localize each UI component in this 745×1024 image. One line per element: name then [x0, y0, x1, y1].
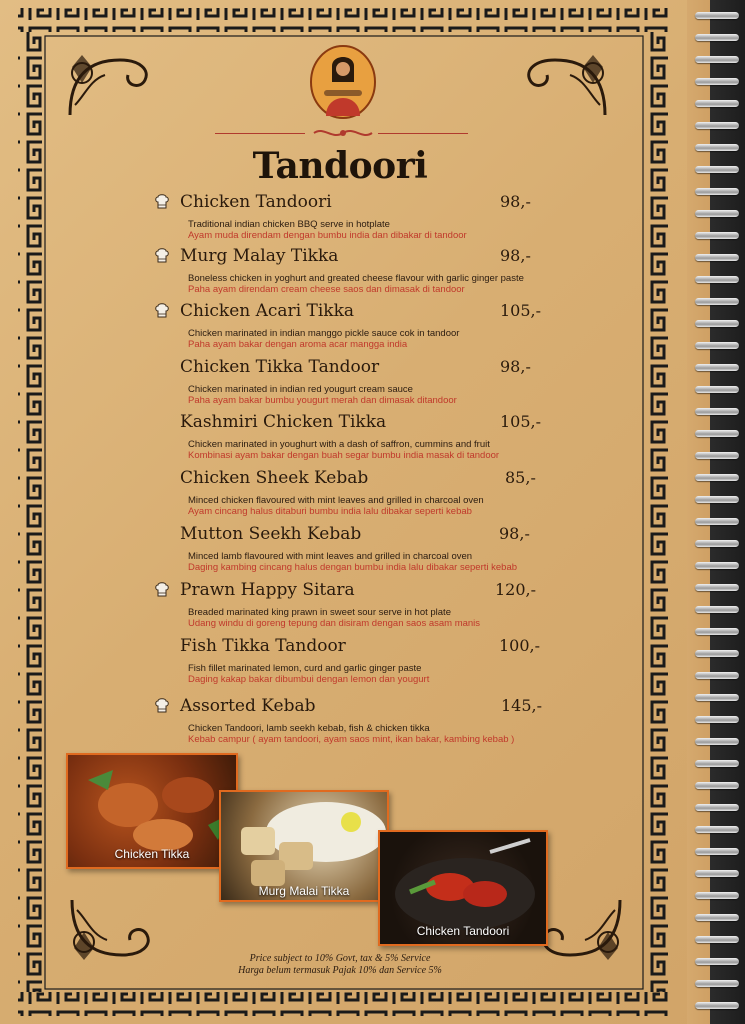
menu-item-description: Minced lamb flavoured with mint leaves and grilled in charcoal oven	[188, 551, 473, 562]
menu-item-description-indonesian: Ayam muda direndam dengan bumbu india dan dibakar di tandoor	[188, 230, 467, 241]
menu-item-name: Chicken Sheek Kebab	[180, 468, 369, 488]
photo-chicken-tandoori	[378, 830, 548, 946]
menu-item-name: Chicken Tandoori	[180, 192, 332, 212]
spiral-ring	[695, 430, 739, 437]
spiral-ring	[695, 936, 739, 943]
chef-hat-icon	[155, 303, 169, 319]
menu-item-price: 120,-	[495, 580, 537, 599]
menu-item	[155, 468, 575, 520]
spiral-ring	[695, 1002, 739, 1009]
spiral-ring	[695, 210, 739, 217]
spiral-ring	[695, 848, 739, 855]
footer-price-note: Price subject to 10% Govt, tax & 5% Service	[249, 953, 431, 964]
spiral-ring	[695, 276, 739, 283]
menu-item-description: Traditional indian chicken BBQ serve in hotplate	[188, 219, 390, 230]
menu-item-description-indonesian: Kebab campur ( ayam tandoori, ayam saos mint, ikan bakar, kambing kebab )	[188, 734, 515, 745]
menu-item-description: Chicken marinated in indian manggo pickle sauce cok in tandoor	[188, 328, 460, 339]
photo-chicken-tikka	[66, 753, 238, 869]
chef-hat-icon	[155, 194, 169, 210]
menu-item-name: Murg Malay Tikka	[180, 246, 339, 266]
menu-item	[155, 357, 575, 409]
menu-item-description: Chicken marinated in youghurt with a dash of saffron, cummins and fruit	[188, 439, 490, 450]
spiral-ring	[695, 144, 739, 151]
menu-item-description-indonesian: Paha ayam direndam cream cheese saos dan dimasak di tandoor	[188, 284, 465, 295]
menu-item-price: 85,-	[505, 468, 536, 487]
spiral-ring	[695, 914, 739, 921]
footer-price-note-id: Harga belum termasuk Pajak 10% dan Service 5%	[238, 965, 442, 976]
menu-item-description-indonesian: Daging kakap bakar dibumbui dengan lemon dan yougurt	[188, 674, 430, 685]
menu-item-name: Chicken Acari Tikka	[180, 301, 355, 321]
menu-item-description-indonesian: Udang windu di goreng tepung dan disiram dengan saos asam manis	[188, 618, 481, 629]
spiral-ring	[695, 320, 739, 327]
spiral-ring	[695, 958, 739, 965]
woman-with-dish-logo	[308, 42, 378, 120]
spiral-ring	[695, 452, 739, 459]
menu-item	[155, 301, 575, 353]
menu-item-name: Chicken Tikka Tandoor	[180, 357, 380, 377]
spiral-ring	[695, 232, 739, 239]
spiral-ring	[695, 100, 739, 107]
spiral-ring	[695, 892, 739, 899]
menu-item-description-indonesian: Daging kambing cincang halus dengan bumbu india lalu dibakar seperti kebab	[188, 562, 518, 573]
spiral-ring	[695, 628, 739, 635]
spiral-ring	[695, 188, 739, 195]
spiral-ring	[695, 496, 739, 503]
spiral-ring	[695, 408, 739, 415]
title-divider-ornament	[312, 126, 374, 140]
menu-item-description: Breaded marinated king prawn in sweet sour serve in hot plate	[188, 607, 451, 618]
spiral-ring	[695, 166, 739, 173]
spiral-ring	[695, 386, 739, 393]
menu-item	[155, 636, 575, 688]
menu-item-price: 98,-	[500, 246, 531, 265]
chef-hat-icon	[155, 582, 169, 598]
menu-item-price: 105,-	[500, 412, 542, 431]
spiral-ring	[695, 606, 739, 613]
menu-item-name: Mutton Seekh Kebab	[180, 524, 362, 544]
spiral-ring	[695, 870, 739, 877]
menu-item-description-indonesian: Paha ayam bakar dengan aroma acar mangga india	[188, 339, 408, 350]
menu-item-price: 105,-	[500, 301, 542, 320]
menu-item	[155, 524, 575, 576]
spiral-ring	[695, 672, 739, 679]
menu-item-description: Chicken marinated in indian red yougurt cream sauce	[188, 384, 413, 395]
spiral-ring	[695, 540, 739, 547]
spiral-ring	[695, 694, 739, 701]
photo-caption: Murg Malai Tikka	[258, 884, 350, 898]
spiral-ring	[695, 34, 739, 41]
menu-item	[155, 246, 575, 298]
corner-ornament-top-right	[515, 45, 615, 125]
menu-item-price: 98,-	[499, 524, 530, 543]
title-divider-left	[215, 133, 305, 134]
chef-hat-icon	[155, 248, 169, 264]
spiral-ring	[695, 298, 739, 305]
menu-item	[155, 412, 575, 464]
menu-item-name: Fish Tikka Tandoor	[180, 636, 346, 656]
menu-item-name: Assorted Kebab	[180, 696, 316, 716]
menu-item	[155, 580, 575, 632]
spiral-ring	[695, 826, 739, 833]
title-divider-right	[378, 133, 468, 134]
menu-item-name: Kashmiri Chicken Tikka	[180, 412, 387, 432]
spiral-ring	[695, 364, 739, 371]
spiral-ring	[695, 650, 739, 657]
menu-item-description: Minced chicken flavoured with mint leaves and grilled in charcoal oven	[188, 495, 484, 506]
spiral-ring	[695, 738, 739, 745]
menu-item	[155, 192, 575, 244]
spiral-ring	[695, 474, 739, 481]
chef-hat-icon	[155, 698, 169, 714]
menu-item-name: Prawn Happy Sitara	[180, 580, 355, 600]
binder-spiral	[687, 0, 745, 1024]
spiral-ring	[695, 342, 739, 349]
menu-item-price: 98,-	[500, 192, 531, 211]
menu-item-description: Boneless chicken in yoghurt and greated cheese flavour with garlic ginger paste	[188, 273, 524, 284]
spiral-ring	[695, 56, 739, 63]
spiral-ring	[695, 78, 739, 85]
spiral-ring	[695, 782, 739, 789]
spiral-ring	[695, 12, 739, 19]
spiral-ring	[695, 760, 739, 767]
spiral-ring	[695, 584, 739, 591]
spiral-ring	[695, 562, 739, 569]
photo-murg-malai-tikka	[219, 790, 389, 902]
menu-item-description: Chicken Tandoori, lamb seekh kebab, fish & chicken tikka	[188, 723, 430, 734]
menu-item-description: Fish fillet marinated lemon, curd and garlic ginger paste	[188, 663, 422, 674]
menu-item-price: 145,-	[501, 696, 543, 715]
spiral-ring	[695, 254, 739, 261]
menu-item-description-indonesian: Kombinasi ayam bakar dengan buah segar bumbu india masak di tandoor	[188, 450, 500, 461]
menu-item	[155, 696, 575, 748]
menu-item-price: 100,-	[499, 636, 541, 655]
menu-item-description-indonesian: Paha ayam bakar bumbu yougurt merah dan dimasak ditandoor	[188, 395, 457, 406]
photo-caption: Chicken Tikka	[114, 847, 190, 861]
spiral-ring	[695, 804, 739, 811]
photo-caption: Chicken Tandoori	[416, 924, 510, 938]
spiral-ring	[695, 122, 739, 129]
spiral-ring	[695, 518, 739, 525]
page-title: Tandoori	[252, 145, 428, 187]
spiral-ring	[695, 980, 739, 987]
spiral-ring	[695, 716, 739, 723]
menu-item-price: 98,-	[500, 357, 531, 376]
corner-ornament-top-left	[60, 45, 160, 125]
menu-item-description-indonesian: Ayam cincang halus ditaburi bumbu india lalu dibakar seperti kebab	[188, 506, 472, 517]
